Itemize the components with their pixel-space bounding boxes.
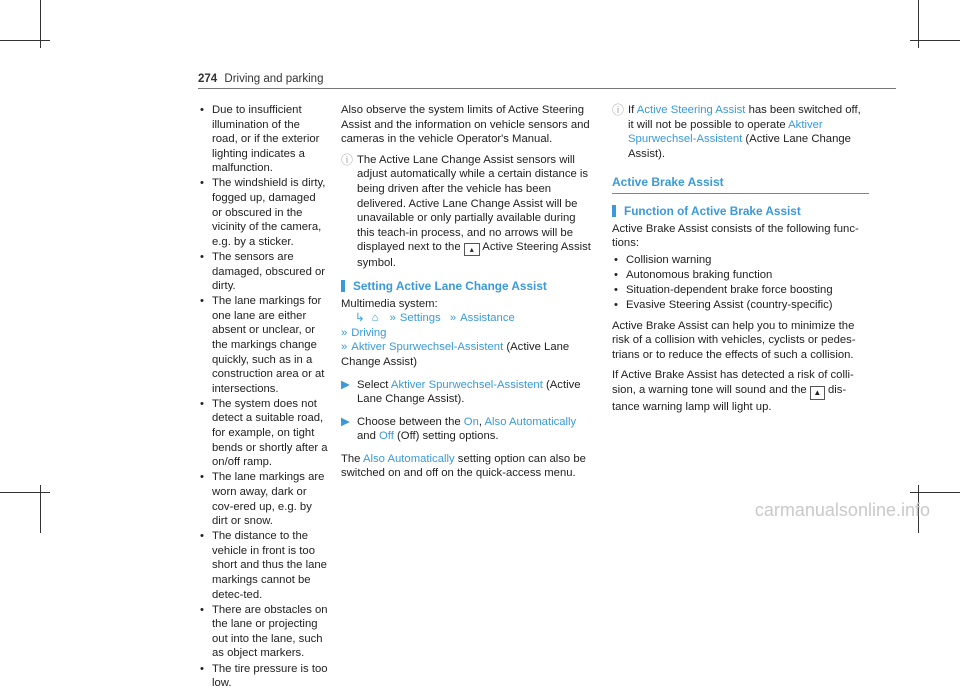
list-item: • Situation-dependent brake force boosting (612, 283, 869, 298)
final-paragraph (341, 452, 594, 481)
list-item: • Collision warning (612, 253, 869, 268)
chevron-right-icon: » (389, 312, 396, 325)
list-item: • The tire pressure is too low. (198, 662, 328, 691)
list-item: • Due to insufficient illumination of the road, or if the exterior lighting indicates a malfunction. (198, 103, 328, 176)
crop-mark (0, 40, 50, 41)
final-text: The (341, 452, 361, 465)
step-text: (Off) setting options. (397, 430, 499, 443)
list-item: • The lane markings for one lane are either absent or unclear, or the markings change quickly, such as in a construction area or at intersections. (198, 294, 328, 396)
list-item: • Autonomous braking function (612, 268, 869, 283)
crop-mark (910, 40, 960, 41)
column-3 (612, 103, 869, 421)
info-text: If (628, 104, 635, 116)
nav-aktiver: Aktiver Spurwechsel-Assistent (351, 341, 504, 354)
subheading: Setting Active Lane Change Assist (341, 279, 594, 294)
paragraph-2 (612, 368, 869, 414)
car-steering-icon: ▴ (464, 243, 480, 256)
step-text: Choose between the (357, 415, 461, 428)
list-item: • The sensors are damaged, obscured or dirty. (198, 250, 328, 294)
crop-mark (910, 492, 960, 493)
info-icon: ⓘ (341, 152, 354, 167)
info-option: Aktiver Spurwechsel-Assistent (628, 118, 823, 146)
chevron-right-icon: » (449, 312, 457, 325)
multimedia-label: Multimedia system: (341, 297, 438, 310)
section-title: Active Brake Assist (612, 175, 869, 194)
functions-intro: Active Brake Assist consists of the following func-tions: (612, 222, 859, 250)
intro-paragraph: Also observe the system limits of Active Steering Assist and the information on vehicle sensors and cameras in the vehicle Operator's Manual. (341, 104, 590, 146)
info-note (612, 103, 869, 161)
column-2 (341, 103, 594, 487)
info-text: (Active Lane Change Assist). (628, 133, 851, 160)
page-number: 274 (198, 73, 218, 85)
option-on: On (463, 415, 479, 428)
step-text: Select (357, 378, 389, 391)
paragraph: Active Brake Assist can help you to minimize the risk of a collision with vehicles, cyclists or pedes-trians or to reduce the effects of such a collision. (612, 319, 856, 361)
page-header (198, 72, 323, 87)
nav-path (341, 311, 594, 326)
list-item: • The windshield is dirty, fogged up, damaged or obscured in the vicinity of the camera, e.g. by a sticker. (198, 176, 328, 249)
info-text: Active Steering Assist symbol. (357, 241, 591, 270)
functions-list (612, 253, 869, 313)
option-off: Off (379, 430, 394, 443)
info-note (341, 153, 594, 271)
step-arrow-icon: ▶ (341, 378, 350, 391)
header-divider (198, 88, 896, 89)
step-text: and (357, 430, 376, 443)
step-text: (Active Lane Change Assist). (357, 378, 581, 406)
final-option: Also Automatically (362, 452, 455, 465)
info-text: has been switched off, it will not be possible to operate (628, 104, 861, 131)
crop-mark (0, 492, 50, 493)
step-option: Aktiver Spurwechsel-Assistent (390, 378, 543, 391)
list-item: • Evasive Steering Assist (country-specific) (612, 298, 869, 313)
nav-settings: Settings (399, 312, 441, 325)
info-option: Active Steering Assist (636, 104, 746, 116)
nav-assistance: Assistance (460, 312, 515, 325)
subheading: Function of Active Brake Assist (612, 204, 869, 219)
info-icon: ⓘ (612, 103, 625, 117)
chevron-right-icon: » (341, 326, 348, 339)
nav-suffix: (Active Lane Change Assist) (341, 341, 570, 368)
home-icon: ⌂ (371, 312, 379, 325)
chevron-right-icon: » (341, 341, 348, 354)
watermark: carmanualsonline.info (754, 500, 930, 520)
step-2 (341, 415, 594, 444)
page-title: Driving and parking (224, 73, 324, 85)
distance-warning-icon: ▲ (810, 386, 825, 400)
list-item: • The distance to the vehicle in front is too short and thus the lane markings cannot be detec-ted. (198, 529, 328, 602)
column-1 (198, 103, 328, 691)
para-text: dis-tance warning lamp will light up. (612, 384, 847, 413)
step-arrow-icon: ▶ (341, 415, 350, 428)
option-auto: Also Automatically (484, 415, 577, 428)
final-text: setting option can also be switched on and off on the quick-access menu. (341, 452, 586, 480)
nav-driving: Driving (351, 326, 387, 339)
path-arrow-icon: ↳ (355, 312, 365, 325)
nav-path-2 (341, 326, 594, 341)
list-item: • There are obstacles on the lane or projecting out into the lane, such as object markers. (198, 603, 328, 661)
limitations-list (198, 103, 328, 691)
list-item: • The lane markings are worn away, dark or cov-ered up, e.g. by dirt or snow. (198, 470, 328, 528)
info-text: The Active Lane Change Assist sensors will adjust automatically while a certain distance is being driven after the vehicle has been delivered. Active Lane Change Assist will be unavailable or only partially available during this teach-in process, and no arrows will be displayed next to the (357, 153, 589, 254)
para-text: If Active Brake Assist has detected a risk of colli-sion, a warning tone will sound and the (612, 369, 854, 396)
nav-path-3 (341, 340, 594, 369)
list-item: • The system does not detect a suitable road, for example, on tight bends or shortly after a on/off ramp. (198, 397, 328, 470)
step-1 (341, 378, 594, 407)
step-text: , (478, 415, 482, 428)
